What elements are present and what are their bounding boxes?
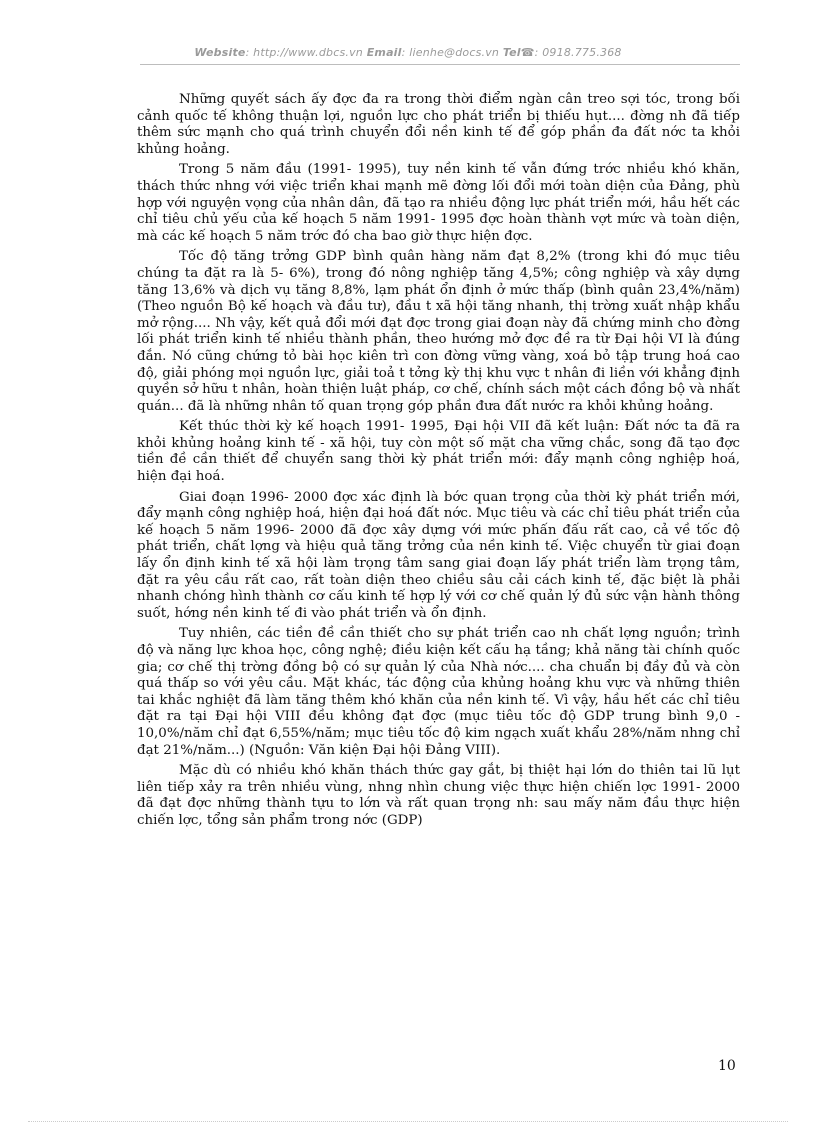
website-value: : http://www.dbcs.vn	[245, 46, 363, 59]
paragraph-7: Mặc dù có nhiều khó khăn thách thức gay gắt, bị thiệt hại lớn do thiên tai lũ lụt liên tiếp xảy ra trên nhiều vùng, nhng nhìn chung việc thực hiện chiến lợc 1991- 2000 đã đạt đợc những thành tựu to lớn và rất quan trọng nh: sau mấy năm đầu thực hiện chiến lợc, tổng sản phẩm trong nớc (GDP)	[137, 763, 740, 828]
page-number: 10	[718, 1058, 736, 1074]
header-divider	[140, 64, 740, 65]
document-body	[137, 92, 740, 834]
paragraph-3: Tốc độ tăng trởng GDP bình quân hàng năm đạt 8,2% (trong khi đó mục tiêu chúng ta đặt ra là 5- 6%), trong đó nông nghiệp tăng 4,5%; công nghiệp và xây dựng tăng 13,6% và dịch vụ tăng 8,8%, lạm phát ổn định ở mức thấp (bình quân 23,4%/năm) (Theo nguồn Bộ kế hoạch và đầu tư), đầu t xã hội tăng nhanh, thị trờng xuất nhập khẩu mở rộng.... Nh vậy, kết quả đổi mới đạt đợc trong giai đoạn này đã chứng minh cho đờng lối phát triển kinh tế nhiều thành phần, theo hướng mở đợc đề ra từ Đại hội VI là đúng đắn. Nó cũng chứng tỏ bài học kiên trì con đờng vững vàng, xoá bỏ tập trung hoá cao độ, giải phóng mọi nguồn lực, giải toả t tởng kỳ thị khu vực t nhân đi liền với khẳng định quyền sở hữu t nhân, hoàn thiện luật pháp, cơ chế, chính sách một cách đồng bộ và nhất quán... đã là những nhân tố quan trọng góp phần đưa đất nước ra khỏi khủng hoảng.	[137, 249, 740, 414]
paragraph-5: Giai đoạn 1996- 2000 đợc xác định là bớc quan trọng của thời kỳ phát triển mới, đẩy mạnh công nghiệp hoá, hiện đại hoá đất nớc. Mục tiêu và các chỉ tiêu phát triển của kế hoạch 5 năm 1996- 2000 đã đợc xây dựng với mức phấn đấu rất cao, cả về tốc độ phát triển, chất lợng và hiệu quả tăng trởng của nền kinh tế. Việc chuyển từ giai đoạn lấy ổn định kinh tế xã hội làm trọng tâm sang giai đoạn lấy phát triển làm trọng tâm, đặt ra yêu cầu rất cao, rất toàn diện theo chiều sâu cải cách kinh tế, đặc biệt là phải nhanh chóng hình thành cơ cấu kinh tế hợp lý với cơ chế quản lý đủ sức vận hành thông suốt, hớng nền kinh tế đi vào phát triển và ổn định.	[137, 489, 740, 621]
tel-label: Tel	[502, 46, 521, 59]
paragraph-1: Những quyết sách ấy đợc đa ra trong thời điểm ngàn cân treo sợi tóc, trong bối cảnh quốc tế không thuận lợi, nguồn lực cho phát triển bị thiếu hụt.... đờng nh đã tiếp thêm sức mạnh cho quá trình chuyển đổi nền kinh tế để góp phần đa đất nớc ta khỏi khủng hoảng.	[137, 92, 740, 157]
page-bottom-edge	[28, 1121, 788, 1122]
paragraph-2: Trong 5 năm đầu (1991- 1995), tuy nền kinh tế vẫn đứng trớc nhiều khó khăn, thách thức nhng với việc triển khai mạnh mẽ đờng lối đổi mới toàn diện của Đảng, phù hợp với nguyện vọng của nhân dân, đã tạo ra nhiều động lực phát triển mới, hầu hết các chỉ tiêu chủ yếu của kế hoạch 5 năm 1991- 1995 đợc hoàn thành vợt mức và toàn diện, mà các kế hoạch 5 năm trớc đó cha bao giờ thực hiện đợc.	[137, 162, 740, 244]
page-header	[0, 46, 816, 59]
email-value: : lienhe@docs.vn	[401, 46, 500, 59]
paragraph-6: Tuy nhiên, các tiền đề cần thiết cho sự phát triển cao nh chất lợng nguồn; trình độ và năng lực khoa học, công nghệ; điều kiện kết cấu hạ tầng; khả năng tài chính quốc gia; cơ chế thị trờng đồng bộ có sự quản lý của Nhà nớc.... cha chuẩn bị đầy đủ và còn quá thấp so với yêu cầu. Mặt khác, tác động của khủng hoảng khu vực và những thiên tai khắc nghiệt đã làm tăng thêm khó khăn của nền kinh tế. Vì vậy, hầu hết các chỉ tiêu đặt ra tại Đại hội VIII đều không đạt đợc (mục tiêu tốc độ GDP trung bình 9,0 - 10,0%/năm chỉ đạt 6,55%/năm; mục tiêu tốc độ kim ngạch xuất khẩu 28%/năm nhng chỉ đạt 21%/năm...) (Nguồn: Văn kiện Đại hội Đảng VIII).	[137, 626, 740, 758]
email-label: Email	[366, 46, 402, 59]
website-label: Website	[194, 46, 246, 59]
tel-value: ☎: 0918.775.368	[520, 46, 622, 59]
paragraph-4: Kết thúc thời kỳ kế hoạch 1991- 1995, Đại hội VII đã kết luận: Đất nớc ta đã ra khỏi khủng hoảng kinh tế - xã hội, tuy còn một số mặt cha vững chắc, song đã tạo đợc tiền đề cần thiết để chuyển sang thời kỳ phát triển mới: đẩy mạnh công nghiệp hoá, hiện đại hoá.	[137, 419, 740, 485]
